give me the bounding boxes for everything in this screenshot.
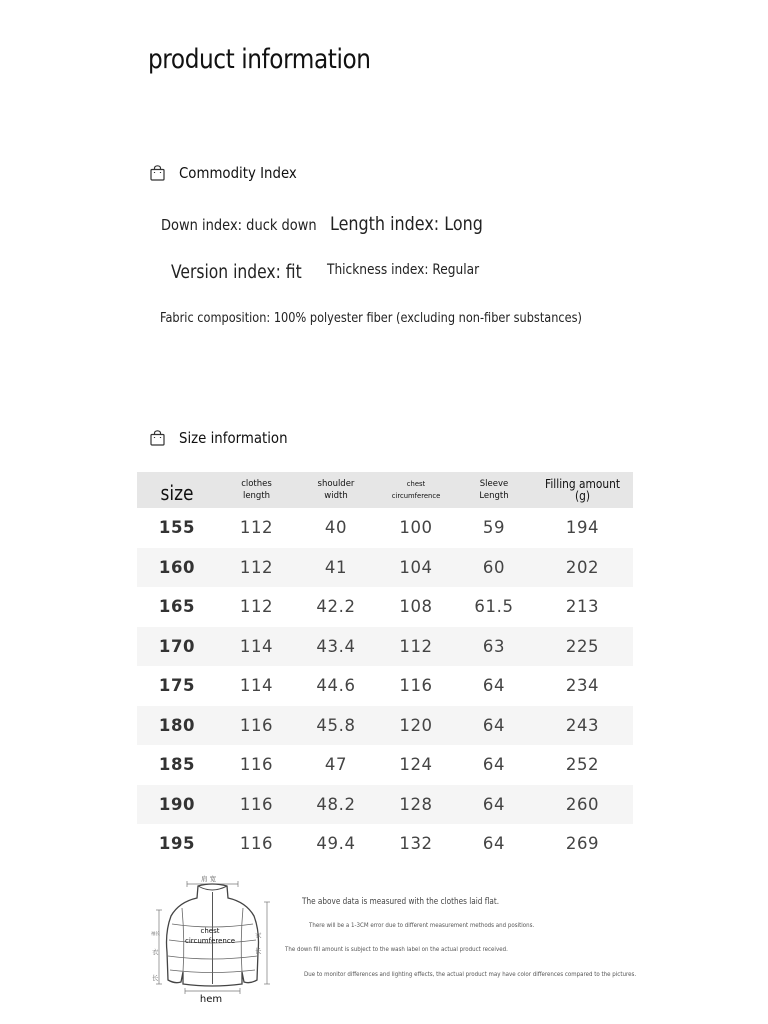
cell-sleeve-length: 63	[482, 636, 506, 656]
version-index: Version index: fit	[171, 262, 302, 283]
figure-chest-line1: chest	[200, 927, 220, 935]
size-information-title: Size information	[179, 429, 288, 447]
table-row	[137, 587, 633, 627]
cell-size: 185	[158, 755, 196, 775]
cell-sleeve-length: 61.5	[474, 597, 514, 617]
cell-chest: 112	[399, 636, 433, 656]
table-row	[137, 508, 633, 548]
table-row	[137, 785, 633, 825]
header-sleeve-line2: Length	[479, 491, 509, 501]
table-row	[137, 548, 633, 588]
fabric-composition: Fabric composition: 100% polyester fiber (excluding non-fiber substances)	[160, 310, 582, 326]
cell-clothes-length: 112	[239, 597, 274, 617]
note-measurement-error: There will be a 1-3CM error due to different measurement methods and positions.	[309, 921, 535, 929]
cell-filling-amount: 243	[565, 715, 600, 735]
cell-sleeve-length: 64	[482, 755, 506, 775]
cell-chest: 124	[399, 755, 433, 775]
cell-chest: 120	[399, 715, 433, 735]
cell-clothes-length: 116	[239, 794, 274, 814]
cell-chest: 116	[399, 676, 433, 696]
cell-shoulder-width: 48.2	[316, 794, 356, 814]
cell-size: 160	[158, 557, 196, 577]
cell-clothes-length: 114	[239, 636, 274, 656]
figure-left-length-label-a: 衣	[152, 948, 159, 956]
cell-filling-amount: 234	[565, 676, 600, 696]
cell-shoulder-width: 42.2	[316, 597, 356, 617]
commodity-index-heading	[150, 164, 316, 182]
thickness-index: Thickness index: Regular	[327, 262, 480, 278]
cell-size: 190	[158, 794, 196, 814]
cell-filling-amount: 269	[565, 834, 600, 854]
table-row	[137, 627, 633, 667]
cell-chest: 128	[399, 794, 433, 814]
cell-clothes-length: 112	[239, 557, 274, 577]
cell-shoulder-width: 43.4	[316, 636, 356, 656]
cell-filling-amount: 202	[565, 557, 600, 577]
note-color-difference: Due to monitor differences and lighting effects, the actual product may have color differences compared to the pictures.	[304, 970, 637, 978]
figure-left-length-label-b: 长	[152, 974, 159, 982]
header-sleeve-length	[456, 478, 532, 502]
cell-shoulder-width: 47	[324, 755, 348, 775]
size-table-body	[137, 508, 633, 864]
size-information-heading	[150, 429, 305, 447]
figure-shoulder-label: 肩 宽	[201, 875, 217, 883]
shopping-bag-icon	[150, 165, 165, 181]
cell-clothes-length: 114	[239, 676, 274, 696]
table-row	[137, 824, 633, 864]
header-shoulder-width-line1: shoulder	[317, 479, 355, 489]
header-filling-amount: Filling amount (g)	[544, 476, 620, 503]
cell-filling-amount: 225	[565, 636, 600, 656]
cell-shoulder-width: 44.6	[316, 676, 356, 696]
table-row	[137, 666, 633, 706]
header-chest-line2: circumference	[391, 492, 441, 500]
shopping-bag-icon	[150, 430, 165, 446]
cell-size: 175	[158, 676, 196, 696]
header-clothes-length-line2: length	[242, 491, 271, 501]
commodity-index-title: Commodity Index	[179, 164, 297, 182]
cell-size: 155	[158, 518, 196, 538]
cell-clothes-length: 112	[239, 518, 274, 538]
cell-sleeve-length: 60	[482, 557, 506, 577]
cell-sleeve-length: 64	[482, 834, 506, 854]
table-row	[137, 706, 633, 746]
header-chest-line1: chest	[406, 480, 426, 488]
cell-shoulder-width: 40	[324, 518, 348, 538]
header-sleeve-line1: Sleeve	[479, 479, 509, 489]
header-clothes-length	[217, 478, 296, 502]
cell-clothes-length: 116	[239, 755, 274, 775]
header-clothes-length-line1: clothes	[241, 479, 272, 489]
page-title: product information	[148, 44, 371, 75]
header-chest-circumference	[376, 478, 456, 502]
cell-filling-amount: 252	[565, 755, 600, 775]
cell-clothes-length: 116	[239, 715, 274, 735]
cell-clothes-length: 116	[239, 834, 274, 854]
note-down-fill: The down fill amount is subject to the wash label on the actual product received.	[285, 945, 508, 953]
cell-size: 170	[158, 636, 196, 656]
cell-chest: 108	[399, 597, 433, 617]
figure-chest-label	[185, 926, 235, 946]
figure-right-length-label-a: 衣	[255, 931, 262, 939]
cell-shoulder-width: 41	[324, 557, 348, 577]
size-table	[137, 472, 633, 864]
figure-hem-label: hem	[199, 994, 223, 1005]
cell-shoulder-width: 45.8	[316, 715, 356, 735]
length-index: Length index: Long	[330, 213, 483, 235]
down-index: Down index: duck down	[161, 216, 317, 234]
cell-sleeve-length: 64	[482, 676, 506, 696]
cell-sleeve-length: 64	[482, 794, 506, 814]
cell-sleeve-length: 64	[482, 715, 506, 735]
header-size: size	[160, 481, 194, 505]
cell-filling-amount: 260	[565, 794, 600, 814]
cell-chest: 104	[399, 557, 433, 577]
cell-size: 195	[158, 834, 196, 854]
size-table-header	[137, 472, 633, 508]
cell-size: 180	[158, 715, 196, 735]
cell-sleeve-length: 59	[482, 518, 506, 538]
cell-chest: 132	[399, 834, 433, 854]
figure-chest-line2: circumference	[185, 937, 236, 945]
note-measured-flat: The above data is measured with the clothes laid flat.	[302, 897, 500, 907]
table-row	[137, 745, 633, 785]
cell-filling-amount: 213	[565, 597, 600, 617]
figure-sleeve-label: 袖长	[151, 932, 160, 937]
cell-shoulder-width: 49.4	[316, 834, 356, 854]
header-shoulder-width	[296, 478, 376, 502]
figure-right-length-label-b: 长	[255, 947, 262, 955]
cell-filling-amount: 194	[565, 518, 600, 538]
header-shoulder-width-line2: width	[324, 491, 348, 501]
cell-chest: 100	[399, 518, 433, 538]
cell-size: 165	[158, 597, 196, 617]
